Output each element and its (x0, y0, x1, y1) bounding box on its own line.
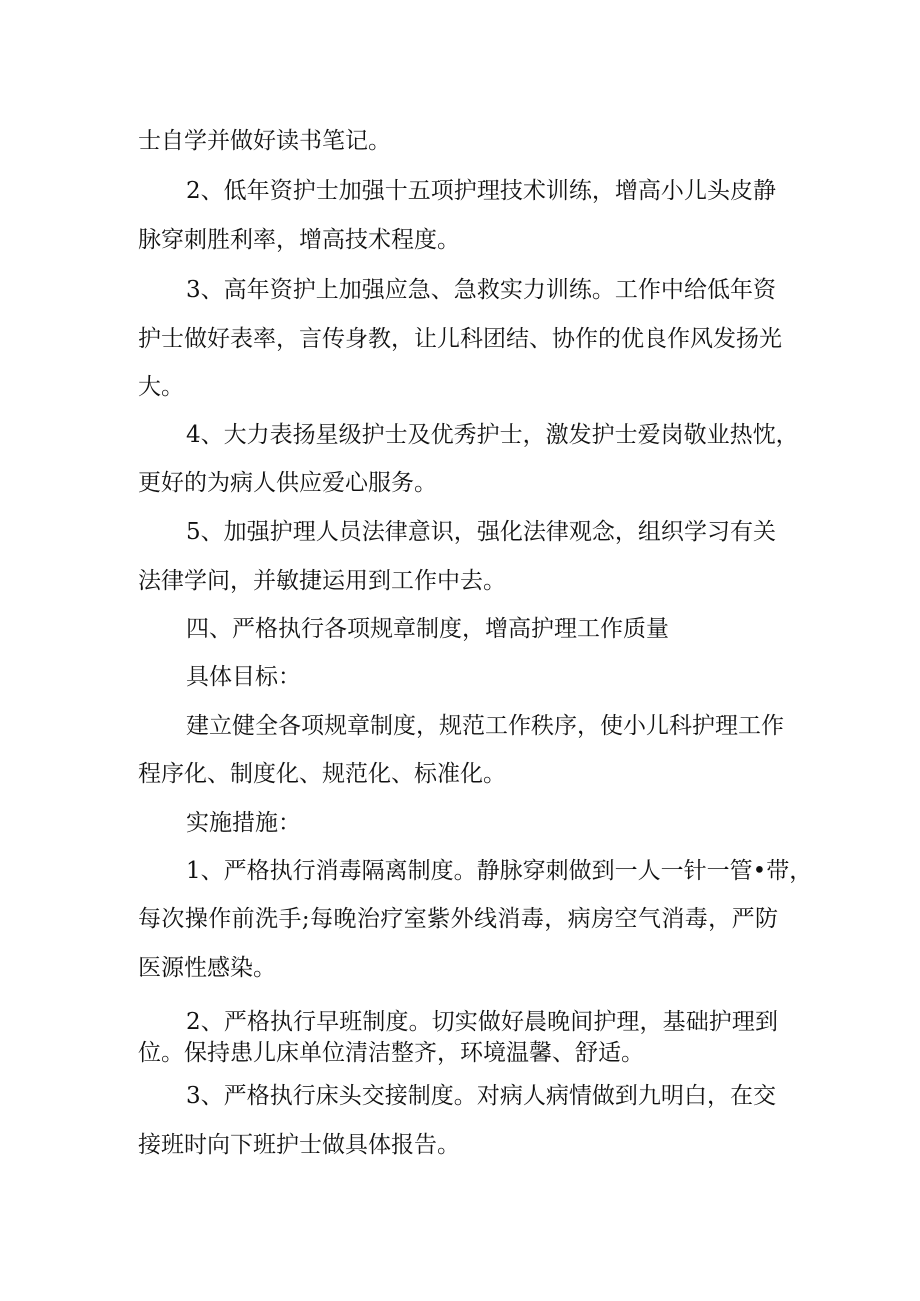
text-line-6: 大。 (138, 374, 184, 400)
section-heading: 四、严格执行各项规章制度，增高护理工作质量 (186, 616, 669, 642)
text-line-21: 3、严格执行床头交接制度。对病人病情做到九明白，在交 (186, 1083, 776, 1109)
text-line-10: 法律学问，并敏捷运用到工作中去。 (138, 568, 506, 594)
text-line-12: 具体目标： (186, 664, 301, 690)
text-line-17: 每次操作前洗手;每晚治疗室紫外线消毒，病房空气消毒，严防 (138, 906, 778, 932)
text-line-9: 5、加强护理人员法律意识，强化法律观念，组织学习有关 (186, 519, 776, 545)
text-line-18: 医源性感染。 (138, 955, 276, 981)
text-line-1: 士自学并做好读书笔记。 (138, 128, 391, 154)
text-line-13: 建立健全各项规章制度，规范工作秩序，使小儿科护理工作 (186, 713, 784, 739)
text-line-15: 实施措施： (186, 810, 301, 836)
text-line-16: 1、严格执行消毒隔离制度。静脉穿刺做到一人一针一管•带， (186, 858, 813, 884)
text-line-2: 2、低年资护士加强十五项护理技术训练，增高小儿头皮静 (186, 178, 776, 204)
text-line-7: 4、大力表扬星级护士及优秀护士，激发护士爱岗敬业热忱， (186, 422, 799, 448)
text-line-22: 接班时向下班护士做具体报告。 (138, 1132, 460, 1158)
text-line-14: 程序化、制度化、规范化、标准化。 (138, 761, 506, 787)
text-line-20: 位。保持患儿床单位清洁整齐，环境温馨、舒适。 (138, 1040, 644, 1066)
text-line-8: 更好的为病人供应爱心服务。 (138, 470, 437, 496)
text-line-5: 护士做好表率，言传身教，让儿科团结、协作的优良作风发扬光 (138, 326, 782, 352)
text-line-4: 3、高年资护上加强应急、急救实力训练。工作中给低年资 (186, 277, 776, 303)
text-line-19: 2、严格执行早班制度。切实做好晨晚间护理，基础护理到 (186, 1009, 778, 1035)
text-line-3: 脉穿刺胜利率，增高技术程度。 (138, 227, 460, 253)
